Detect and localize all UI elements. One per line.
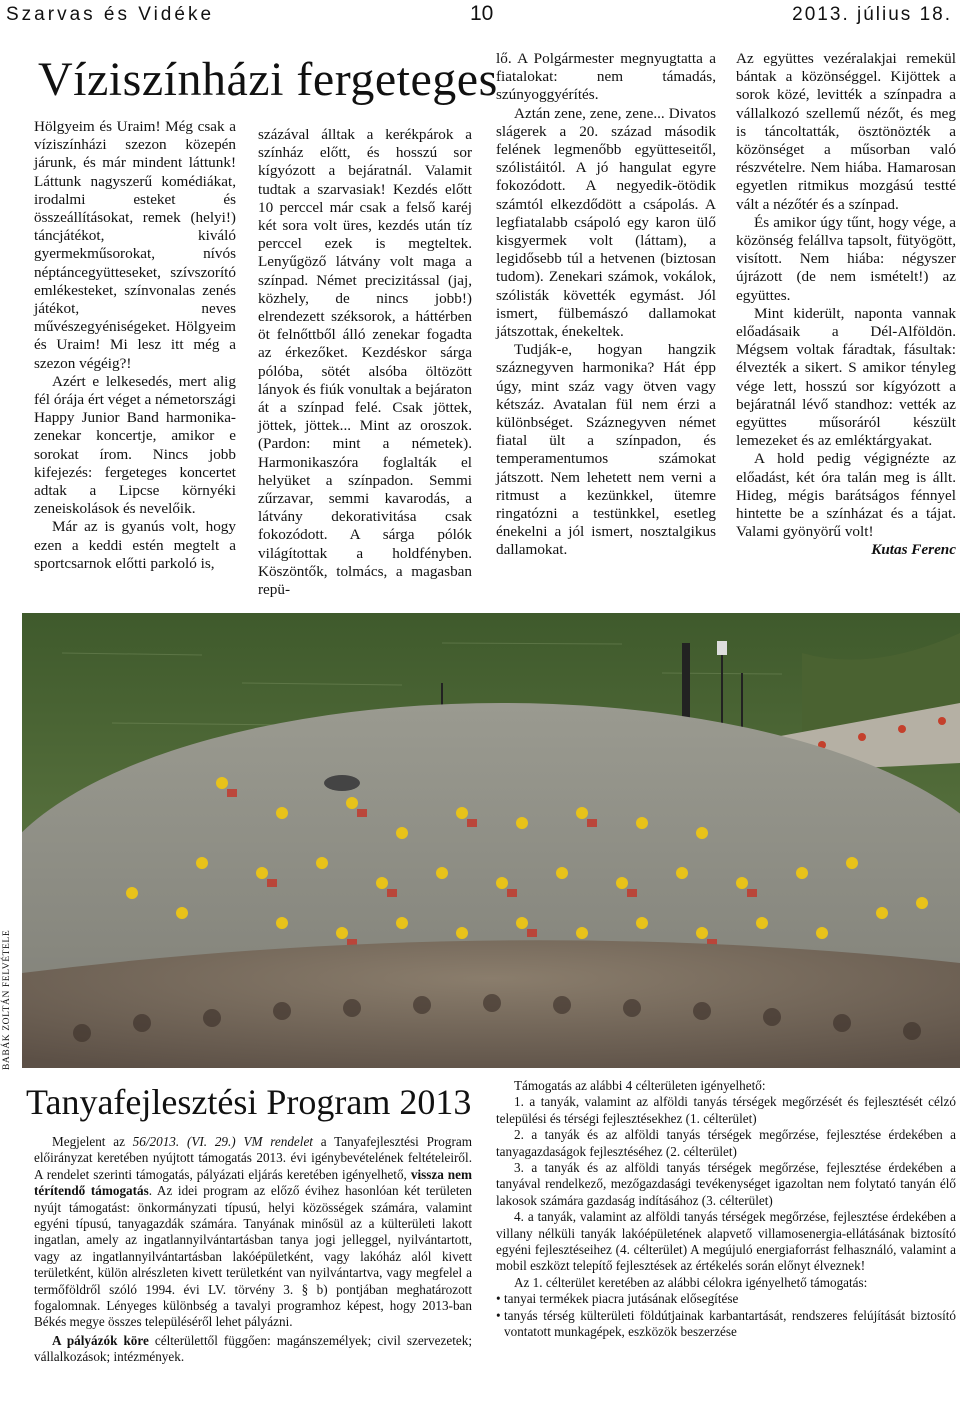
paragraph: Megjelent az 56/2013. (VI. 29.) VM rendelet a Tanyafejlesztési Program előirányzat keretében nyújtott támogatás 2013. évi igénybevételének feltételeiről. A rendelet szerinti támogatás, pályázati eljárás keretében igényelhető, vissza nem térítendő támogatás. Az idei program az előző évihez hasonlóan két területen nyújt támogatást: önkormányzati típusú, helyi közösségek számára, valamint egyéni típusú, tanyagazdák számára. Tanyának minősül az a külterületi lakott ingatlan, amely az ingatlannyilvántartásban tanya jogi jelleggel, nyilvántartott, vagy az ingatlannyilvántartásban lakóépületként, vagy lakóház alól kivett területként, külön alrészleten kivett területként van nyilvántartva, vagy megfelel a termőföldről szóló 1994. évi LV. törvény 3. § b) pontjában meghatározott fogalomnak. Lényeges különbség a tavalyi programhoz képest, hogy 2013-ban Békés megye összes településéről lehet pályázni. xyxy=(34,1134,472,1330)
list-item: 3. a tanyák és az alföldi tanyás térségek megőrzése, fejlesztése érdekében a tanyával rendelkező, mezőgazdasági tevékenységet igazoltan nem folytató tanyán élő lakosok számára gazdaság indításához (3. célterület) xyxy=(496,1160,956,1208)
list-item: 2. a tanyák és az alföldi tanyás térségek megőrzése, fejlesztése érdekében a tanyagazdaságok fejlesztéséhez (2. célterület) xyxy=(496,1127,956,1159)
bullet-item: • tanyás térség külterületi földútjainak karbantartását, rendszeres felújítását biztosító vontatott munkagépek, eszközök beszerzése xyxy=(496,1308,956,1341)
list-item: 4. a tanyák, valamint az alföldi tanyás térségek megőrzése, fejlesztése érdekében a villany nélküli tanyák lakóépületének alapvető villamosenergia-ellátásának biztosító egyéni fejlesztéseihez (4. célterület) A megújuló energiaforrást felhasználó, valamint a mobil eszközt telepítő fejlesztések az értékelés során előnyt élveznek! xyxy=(496,1209,956,1274)
paragraph: Az együttes vezéralakjai remekül bántak a közönséggel. Kijöttek a sorok közé, levitték a színpadra a vállalkozó szellemű nézőt, és meg is táncoltatták, ösztönözték a közönséget a műsorban való részvételre. Nem hiába. Hamarosan egyetlen ritmikus mozgású testté vált a nézőtér és a színpad. xyxy=(736,50,956,213)
article-2-right-column xyxy=(496,1078,956,1341)
article-column-3 xyxy=(496,50,716,560)
article-column-2 xyxy=(258,126,472,599)
paragraph: Az 1. célterület keretében az alábbi célokra igényelhető támogatás: xyxy=(514,1274,868,1290)
paragraph: A pályázók köre célterülettől függően: magánszemélyek; civil szervezetek; vállalkozások; intézmények. xyxy=(34,1332,472,1365)
paragraph: Azért e lelkesedés, mert alig fél órája ért véget a németországi Happy Junior Band harmonika-zenekar koncertje, amikor e sorokat írom. Nincs jobb kifejezés: fergeteges koncertet adtak a Lipcse környéki zeneiskolások és nevelőik. xyxy=(34,372,236,518)
article-title: Víziszínházi fergeteges xyxy=(38,53,498,106)
paper-name: Szarvas és Vidéke xyxy=(6,4,215,25)
article-column-1 xyxy=(34,118,236,573)
paragraph: lő. A Polgármester megnyugtatta a fiatalokat: nem támadás, szúnyoggyérítés. xyxy=(496,50,716,104)
article-column-4 xyxy=(736,50,956,560)
paragraph: Tudják-e, hogyan hangzik száznegyven harmonika? Hát épp úgy, mint száz vagy ötven vagy kétszáz. Avatalan fül nem érzi a különbséget. Száznegyven német fiatal ült a színpadon, és temperamentumos számokat játszott. Nem lehetett nem verni a ritmust a kezünkkel, ütemre ringatózni a testünkkel, esetleg énekelni a jól ismert, nosztalgikus dallamokat. xyxy=(496,341,716,559)
concert-photo-illustration xyxy=(22,613,960,1068)
article-2-left-column xyxy=(34,1134,472,1366)
paragraph: Már az is gyanús volt, hogy ezen a keddi estén megtelt a sportcsarnok előtti parkoló is, xyxy=(34,518,236,572)
page-number: 10 xyxy=(470,2,494,25)
paragraph: Támogatás az alábbi 4 célterületen igényelhető: xyxy=(514,1078,766,1093)
paragraph: Aztán zene, zene, zene... Divatos slágerek a 20. század második felének legmenőbb együtteseitől, szólistáitól. A jó hangulat egyre fokozódott. A negyedik-ötödik számtól elkezdődött a csápolás. A legfiatalabb csápoló egy karon ülő kisgyermek volt (láttam), a legidősebb túl a hetvenen (biztosan tudom). Zenekari számok, vokálok, szólisták követték egymást. Jól ismert, fülbemászó dallamokat játszottak, énekeltek. xyxy=(496,104,716,341)
byline: Kutas Ferenc xyxy=(871,541,956,559)
paragraph: És amikor úgy tűnt, hogy vége, a közönség felállva tapsolt, fütyögött, visított. Nem hiába: négyszer újrázott (de nem ismételt!) az együttes. xyxy=(736,213,956,304)
paragraph: A hold pedig végignézte az előadást, két óra talán meg is állt. Hideg, mégis barátságos fénnyel hintette be a színházat és a tájat. Valami gyönyörű volt! xyxy=(736,450,956,541)
bullet-list xyxy=(496,1291,956,1340)
issue-date: 2013. július 18. xyxy=(792,4,952,25)
concert-photo xyxy=(22,613,960,1068)
article-2-title: Tanyafejlesztési Program 2013 xyxy=(26,1082,472,1122)
bullet-item: • tanyai termékek piacra jutásának elősegítése xyxy=(496,1291,956,1307)
paragraph: Hölgyeim és Uraim! Még csak a víziszínházi szezon közepén járunk, és már mindent láttunk! Láttunk nagyszerű komédiákat, irodalmi esteket és összeállításokat, remek (helyi!) táncjátékot, kiváló gyermekműsorokat, nívós néptáncegyütteseket, szívszorító emlékesteket, színvonalas zenés játékot, neves művészegyéniségeket. Hölgyeim és Uraim! Mi lesz itt még a szezon végéig?! xyxy=(34,118,236,372)
paragraph: Mint kiderült, naponta vannak előadásaik a Dél-Alföldön. Mégsem voltak fáradtak, fásultak: élvezték a sikert. S amikor tényleg vége lett, hosszú sor kígyózott a bejáratnál lévő standhoz: vették az együttes műsoráról készült lemezeket és az emléktárgyakat. xyxy=(736,304,956,450)
running-header xyxy=(0,0,960,30)
list-item: 1. a tanyák, valamint az alföldi tanyás térségek megőrzését és fejlesztését célzó települési és térségi fejlesztésekhez (1. célterület) xyxy=(496,1094,956,1126)
paragraph: százával álltak a kerékpárok a színház előtt, és hosszú sor kígyózott a bejáratnál. Valamit tudtak a szarvasiak! Kezdés előtt 10 perccel már csak a felső karéj két sora volt üres, kezdés után tíz perccel ezek is megteltek. Lenyűgöző látvány volt maga a színpad. Német precizitással (jaj, közhely, de nincs jobb!) elrendezett széksorok, a háttérben öt felnőttből álló zenekar fogadta az érkezőket. Kezdéskor sárga pólóba, sötét alsóba öltözött lányok és fiúk vonultak a bejáraton át a színpad felé. Csak jöttek, jöttek, jöttek... Mint az oroszok. (Pardon: mint a németek). Harmonikaszóra foglalták el helyüket a színpadon. Semmi zűrzavar, semmi kavarodás, a látvány dekorativitása csak fokozódott. A sárga pólók világítottak a holdfényben. Köszöntők, tolmács, a magasban repü- xyxy=(258,126,472,599)
photo-credit: BABÁK ZOLTÁN FELVÉTELE xyxy=(2,929,12,1070)
